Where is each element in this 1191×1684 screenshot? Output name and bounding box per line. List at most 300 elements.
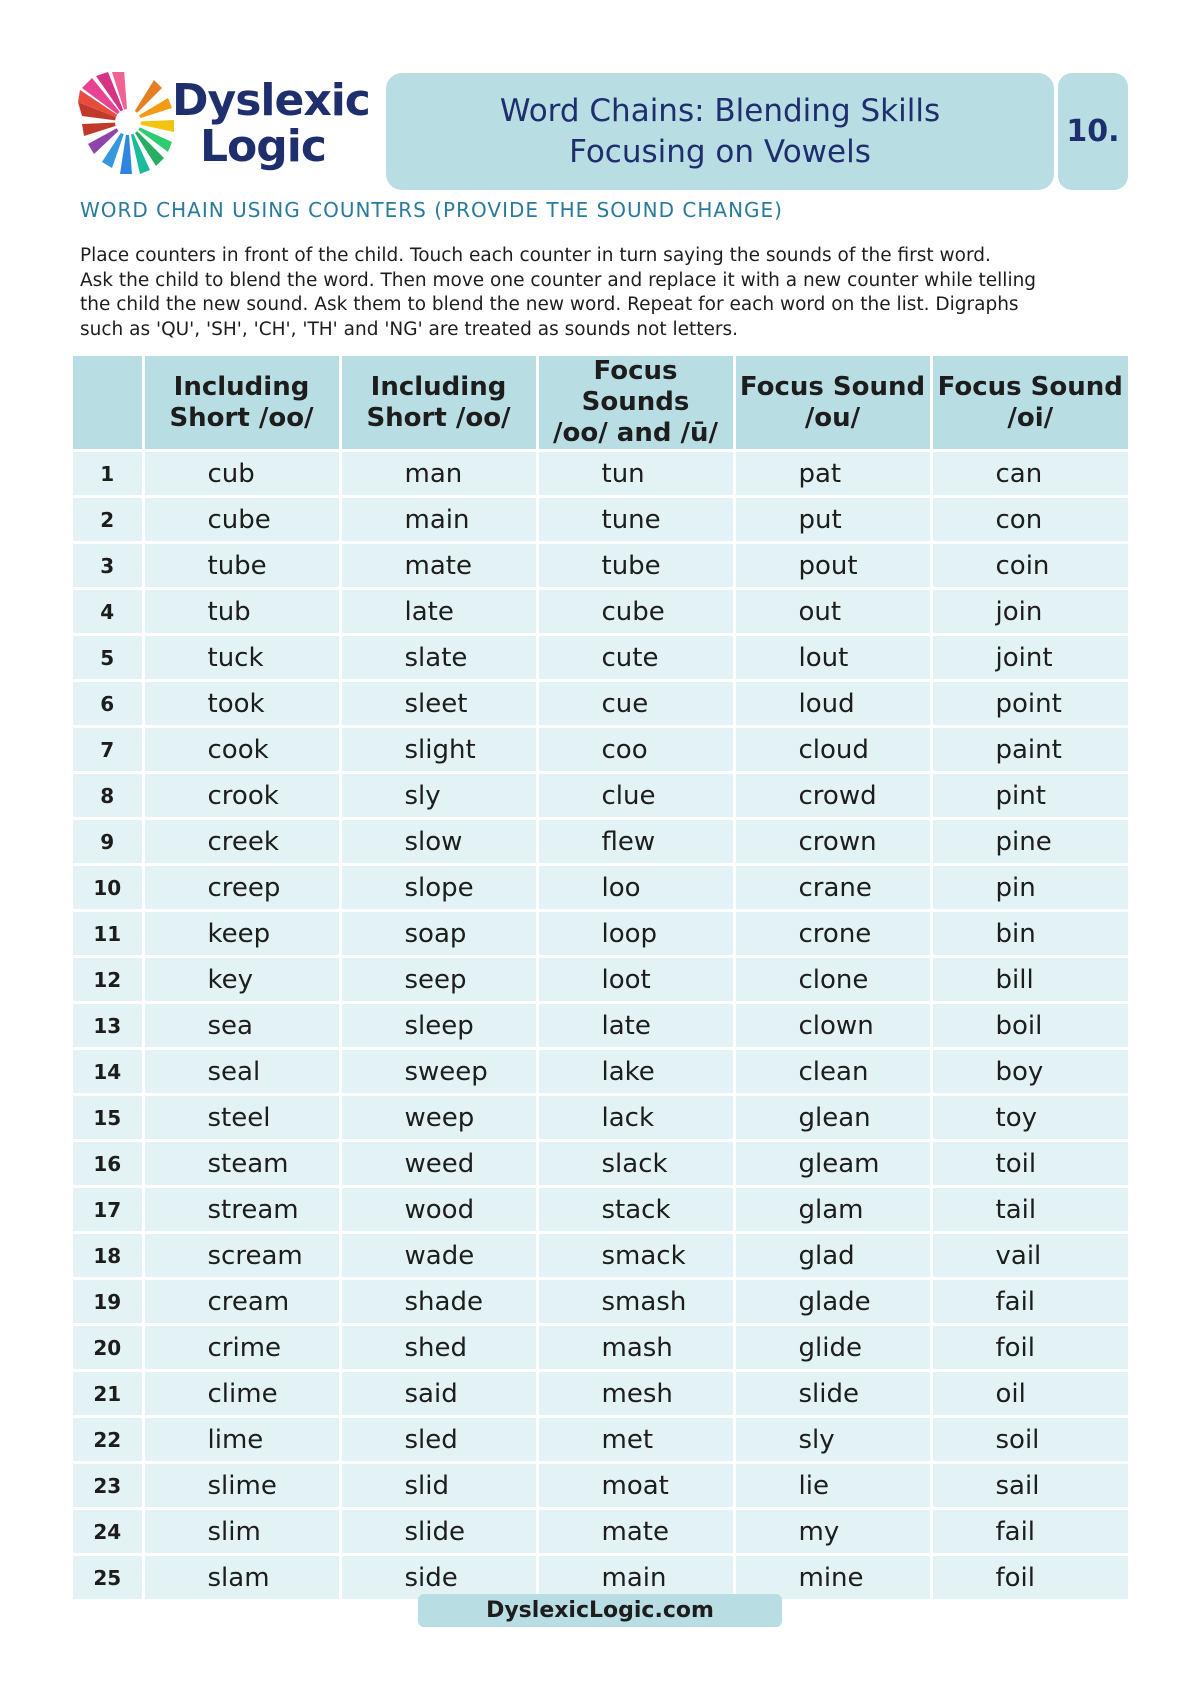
word-text: lime (207, 1424, 264, 1455)
word-text: creep (207, 872, 281, 903)
word-text: weep (404, 1102, 475, 1133)
word-cell (734, 497, 931, 543)
word-cell (537, 1325, 734, 1371)
word-text: main (404, 504, 470, 535)
word-text: bill (995, 964, 1034, 995)
section-subtitle: WORD CHAIN USING COUNTERS (PROVIDE THE SOUND CHANGE) (80, 198, 783, 222)
word-text: join (995, 596, 1043, 627)
word-text: cub (207, 458, 255, 489)
table-row (73, 1417, 1128, 1463)
word-cell (931, 681, 1128, 727)
word-text: sled (404, 1424, 458, 1455)
table-row (73, 1233, 1128, 1279)
word-text: foil (995, 1562, 1036, 1593)
word-cell (143, 1187, 340, 1233)
word-text: clone (798, 964, 869, 995)
word-text: slime (207, 1470, 277, 1501)
word-cell (931, 1003, 1128, 1049)
word-text: toy (995, 1102, 1037, 1133)
word-cell (537, 1095, 734, 1141)
column-header-line-1: Focus Sound (739, 371, 926, 402)
table-row (73, 635, 1128, 681)
row-number: 25 (73, 1555, 143, 1600)
word-cell (734, 1049, 931, 1095)
word-cell (734, 819, 931, 865)
word-cell (734, 543, 931, 589)
word-text: lout (798, 642, 849, 673)
word-cell (537, 1555, 734, 1600)
word-text: slate (404, 642, 468, 673)
word-text: scream (207, 1240, 303, 1271)
column-header-line-1: Focus Sound (937, 371, 1123, 402)
word-cell (340, 1095, 537, 1141)
word-text: cream (207, 1286, 290, 1317)
table-row (73, 957, 1128, 1003)
word-text: clown (798, 1010, 874, 1041)
word-cell (143, 1325, 340, 1371)
word-text: pin (995, 872, 1036, 903)
word-text: flew (601, 826, 656, 857)
word-cell (143, 1095, 340, 1141)
word-text: foil (995, 1332, 1036, 1363)
word-text: mine (798, 1562, 864, 1593)
word-cell (340, 1509, 537, 1555)
row-number: 3 (73, 543, 143, 589)
word-text: mate (601, 1516, 669, 1547)
row-number: 4 (73, 589, 143, 635)
word-text: steel (207, 1102, 271, 1133)
word-text: wade (404, 1240, 475, 1271)
column-header-line-2: /oo/ and /ū/ (553, 418, 718, 448)
logo-text (172, 75, 370, 172)
word-cell (340, 1463, 537, 1509)
word-cell (734, 1555, 931, 1600)
title-line-1: Word Chains: Blending Skills (499, 92, 941, 129)
table-row (73, 1187, 1128, 1233)
column-header (734, 356, 931, 451)
word-text: slope (404, 872, 474, 903)
word-text: fail (995, 1286, 1036, 1317)
word-cell (340, 1049, 537, 1095)
word-cell (340, 451, 537, 497)
column-header-line-2: /oi/ (1007, 402, 1054, 433)
word-cell (537, 1371, 734, 1417)
word-text: met (601, 1424, 654, 1455)
row-number: 1 (73, 451, 143, 497)
word-text: coin (995, 550, 1050, 581)
worksheet-number: 10. (1058, 73, 1128, 190)
table-row (73, 1141, 1128, 1187)
word-text: slack (601, 1148, 668, 1179)
flower-logo-icon (76, 72, 186, 187)
word-text: loo (601, 872, 641, 903)
word-cell (931, 1141, 1128, 1187)
table-row (73, 1325, 1128, 1371)
table-row (73, 727, 1128, 773)
word-cell (340, 957, 537, 1003)
column-header (931, 356, 1128, 451)
word-text: paint (995, 734, 1062, 765)
title-box (386, 73, 1054, 190)
word-cell (734, 1141, 931, 1187)
word-cell (537, 1509, 734, 1555)
row-number: 9 (73, 819, 143, 865)
word-text: coo (601, 734, 648, 765)
word-cell (143, 727, 340, 773)
word-cell (931, 1555, 1128, 1600)
word-cell (143, 451, 340, 497)
table-row (73, 543, 1128, 589)
word-text: late (601, 1010, 651, 1041)
word-text: mate (404, 550, 472, 581)
word-cell (537, 1049, 734, 1095)
word-text: creek (207, 826, 279, 857)
word-text: pat (798, 458, 842, 489)
word-cell (734, 635, 931, 681)
row-number: 13 (73, 1003, 143, 1049)
word-cell (537, 819, 734, 865)
word-cell (340, 911, 537, 957)
word-text: clime (207, 1378, 278, 1409)
word-text: glean (798, 1102, 871, 1133)
row-number: 8 (73, 773, 143, 819)
word-cell (734, 451, 931, 497)
instructions-line-4: such as 'QU', 'SH', 'CH', 'TH' and 'NG' are treated as sounds not letters. (80, 318, 739, 340)
word-cell (734, 1463, 931, 1509)
word-cell (143, 773, 340, 819)
table-row (73, 1095, 1128, 1141)
word-cell (340, 1417, 537, 1463)
column-header-line-1: Including (173, 371, 310, 402)
word-text: clean (798, 1056, 869, 1087)
word-cell (931, 497, 1128, 543)
word-text: cute (601, 642, 659, 673)
table-row (73, 1371, 1128, 1417)
word-text: cloud (798, 734, 869, 765)
word-cell (734, 681, 931, 727)
word-text: crime (207, 1332, 282, 1363)
word-cell (931, 1463, 1128, 1509)
word-cell (143, 1555, 340, 1600)
row-number: 16 (73, 1141, 143, 1187)
word-cell (143, 819, 340, 865)
row-number: 19 (73, 1279, 143, 1325)
word-text: lack (601, 1102, 655, 1133)
word-text: shed (404, 1332, 468, 1363)
word-text: boil (995, 1010, 1043, 1041)
word-cell (340, 1555, 537, 1600)
instructions (80, 244, 1130, 342)
word-text: lake (601, 1056, 655, 1087)
logo (76, 72, 376, 187)
table-row (73, 589, 1128, 635)
title-line-2: Focusing on Vowels (569, 133, 871, 170)
word-text: glad (798, 1240, 855, 1271)
word-text: seep (404, 964, 467, 995)
word-cell (143, 911, 340, 957)
row-number: 14 (73, 1049, 143, 1095)
word-cell (340, 1003, 537, 1049)
word-cell (143, 1509, 340, 1555)
word-cell (537, 681, 734, 727)
word-text: tail (995, 1194, 1037, 1225)
word-cell (143, 1233, 340, 1279)
column-header (143, 356, 340, 451)
word-cell (931, 635, 1128, 681)
word-cell (931, 1233, 1128, 1279)
word-cell (734, 1095, 931, 1141)
column-header (340, 356, 537, 451)
word-text: pine (995, 826, 1052, 857)
word-cell (931, 957, 1128, 1003)
word-cell (340, 1279, 537, 1325)
word-text: pout (798, 550, 858, 581)
word-cell (340, 681, 537, 727)
table-row (73, 1509, 1128, 1555)
row-number: 11 (73, 911, 143, 957)
word-text: sail (995, 1470, 1040, 1501)
word-text: clue (601, 780, 656, 811)
word-text: soil (995, 1424, 1040, 1455)
word-cell (931, 1417, 1128, 1463)
word-text: tub (207, 596, 251, 627)
word-cell (143, 1279, 340, 1325)
word-cell (537, 727, 734, 773)
word-cell (143, 865, 340, 911)
word-cell (143, 543, 340, 589)
word-cell (143, 1003, 340, 1049)
word-text: tun (601, 458, 645, 489)
word-text: main (601, 1562, 667, 1593)
word-cell (143, 1049, 340, 1095)
word-cell (734, 1233, 931, 1279)
word-text: tube (207, 550, 267, 581)
word-text: sleet (404, 688, 468, 719)
word-text: oil (995, 1378, 1026, 1409)
table-row (73, 1463, 1128, 1509)
word-text: mesh (601, 1378, 673, 1409)
word-text: slide (798, 1378, 859, 1409)
word-cell (734, 1417, 931, 1463)
word-text: shade (404, 1286, 483, 1317)
word-cell (537, 773, 734, 819)
word-cell (931, 1325, 1128, 1371)
row-number: 24 (73, 1509, 143, 1555)
word-text: can (995, 458, 1043, 489)
word-cell (537, 543, 734, 589)
word-text: joint (995, 642, 1053, 673)
word-text: stack (601, 1194, 671, 1225)
word-cell (340, 727, 537, 773)
table-row (73, 773, 1128, 819)
word-text: slim (207, 1516, 261, 1547)
word-cell (340, 1371, 537, 1417)
word-cell (931, 543, 1128, 589)
word-text: cue (601, 688, 649, 719)
word-text: crown (798, 826, 877, 857)
word-text: slam (207, 1562, 270, 1593)
word-cell (931, 865, 1128, 911)
word-cell (537, 911, 734, 957)
word-text: lie (798, 1470, 829, 1501)
row-number: 20 (73, 1325, 143, 1371)
word-text: vail (995, 1240, 1042, 1271)
word-cell (931, 1187, 1128, 1233)
word-text: put (798, 504, 842, 535)
word-text: moat (601, 1470, 669, 1501)
word-cell (340, 773, 537, 819)
word-cell (931, 911, 1128, 957)
instructions-line-2: Ask the child to blend the word. Then move one counter and replace it with a new counter while telling (80, 269, 1037, 291)
word-text: toil (995, 1148, 1037, 1179)
word-text: slid (404, 1470, 449, 1501)
word-text: boy (995, 1056, 1044, 1087)
word-cell (734, 1279, 931, 1325)
word-text: fail (995, 1516, 1036, 1547)
table-row (73, 1003, 1128, 1049)
word-cell (340, 865, 537, 911)
word-text: glide (798, 1332, 862, 1363)
row-number: 17 (73, 1187, 143, 1233)
column-header-line-2: Short /oo/ (169, 402, 314, 433)
instructions-line-3: the child the new sound. Ask them to blend the new word. Repeat for each word on the list. Digraphs (80, 294, 1019, 315)
word-text: loud (798, 688, 855, 719)
word-cell (734, 727, 931, 773)
word-text: said (404, 1378, 458, 1409)
word-text: point (995, 688, 1062, 719)
word-cell (143, 1141, 340, 1187)
word-cell (340, 1233, 537, 1279)
word-text: my (798, 1516, 840, 1547)
row-number: 10 (73, 865, 143, 911)
table-row (73, 819, 1128, 865)
word-cell (340, 543, 537, 589)
word-cell (340, 589, 537, 635)
column-header-line-1: Focus Sounds (581, 356, 690, 417)
row-number: 7 (73, 727, 143, 773)
word-cell (931, 727, 1128, 773)
word-cell (537, 451, 734, 497)
word-cell (734, 1325, 931, 1371)
column-header (537, 356, 734, 451)
word-cell (537, 1417, 734, 1463)
row-number: 12 (73, 957, 143, 1003)
word-cell (340, 819, 537, 865)
word-text: gleam (798, 1148, 880, 1179)
word-cell (537, 497, 734, 543)
word-text: slide (404, 1516, 465, 1547)
row-number: 21 (73, 1371, 143, 1417)
word-cell (734, 589, 931, 635)
word-cell (931, 1279, 1128, 1325)
word-cell (537, 1141, 734, 1187)
word-text: man (404, 458, 463, 489)
word-cell (340, 497, 537, 543)
word-text: keep (207, 918, 271, 949)
word-text: crane (798, 872, 872, 903)
table-row (73, 865, 1128, 911)
word-cell (340, 1187, 537, 1233)
word-text: wood (404, 1194, 475, 1225)
row-number: 6 (73, 681, 143, 727)
word-cell (537, 865, 734, 911)
word-cell (734, 957, 931, 1003)
word-text: crook (207, 780, 279, 811)
word-cell (537, 1279, 734, 1325)
word-cell (734, 865, 931, 911)
word-text: key (207, 964, 254, 995)
word-chain-table (73, 356, 1128, 1599)
row-number: 18 (73, 1233, 143, 1279)
word-text: crowd (798, 780, 877, 811)
word-text: side (404, 1562, 458, 1593)
word-text: sweep (404, 1056, 488, 1087)
word-cell (734, 1003, 931, 1049)
word-text: steam (207, 1148, 289, 1179)
table-row (73, 911, 1128, 957)
row-number: 5 (73, 635, 143, 681)
word-text: tuck (207, 642, 264, 673)
word-text: smack (601, 1240, 686, 1271)
word-cell (143, 635, 340, 681)
word-cell (143, 589, 340, 635)
word-text: slight (404, 734, 476, 765)
word-cell (340, 635, 537, 681)
table-row (73, 451, 1128, 497)
word-text: tune (601, 504, 661, 535)
word-cell (931, 773, 1128, 819)
word-cell (143, 1463, 340, 1509)
row-number: 22 (73, 1417, 143, 1463)
word-cell (931, 451, 1128, 497)
word-cell (931, 1049, 1128, 1095)
word-cell (931, 1371, 1128, 1417)
word-text: seal (207, 1056, 261, 1087)
table-row (73, 1555, 1128, 1600)
word-text: cook (207, 734, 269, 765)
word-cell (537, 1233, 734, 1279)
word-text: cube (207, 504, 271, 535)
word-text: loot (601, 964, 651, 995)
word-text: cube (601, 596, 665, 627)
word-text: mash (601, 1332, 673, 1363)
word-cell (537, 635, 734, 681)
word-cell (340, 1325, 537, 1371)
table-header-row (73, 356, 1128, 451)
word-cell (734, 1187, 931, 1233)
word-text: out (798, 596, 842, 627)
word-text: con (995, 504, 1043, 535)
table-row (73, 497, 1128, 543)
word-text: loop (601, 918, 658, 949)
word-text: glade (798, 1286, 871, 1317)
word-cell (537, 1003, 734, 1049)
column-header-line-2: /ou/ (804, 402, 861, 433)
word-cell (931, 819, 1128, 865)
column-header-line-2: Short /oo/ (366, 402, 511, 433)
instructions-line-1: Place counters in front of the child. Touch each counter in turn saying the sounds of the first word. (80, 245, 991, 266)
table-body (73, 451, 1128, 1600)
word-text: sly (404, 780, 441, 811)
row-number: 15 (73, 1095, 143, 1141)
word-text: stream (207, 1194, 299, 1225)
word-cell (537, 1187, 734, 1233)
word-text: sly (798, 1424, 835, 1455)
column-header (73, 356, 143, 451)
word-cell (537, 589, 734, 635)
row-number: 2 (73, 497, 143, 543)
word-cell (734, 1509, 931, 1555)
